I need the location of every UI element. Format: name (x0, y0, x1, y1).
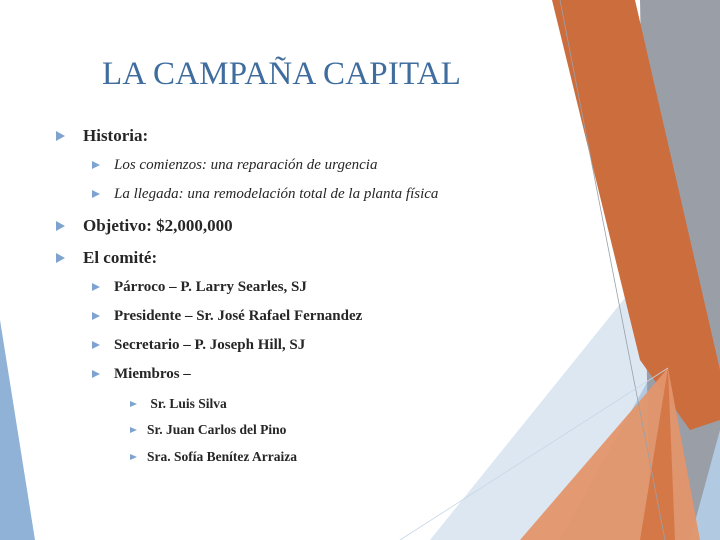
bullet-text: Sra. Sofía Benítez Arraiza (147, 449, 297, 464)
bullet-comienzos (92, 157, 377, 174)
bullet-arrow-icon (130, 401, 137, 407)
slide-title: LA CAMPAÑA CAPITAL (102, 56, 462, 92)
bullet-historia (56, 126, 148, 146)
bullet-arrow-icon (56, 253, 65, 263)
bullet-delpino (130, 422, 286, 438)
bullet-text: Los comienzos: una reparación de urgencia (114, 157, 378, 173)
bullet-text: Miembros – (114, 366, 191, 382)
bullet-comite (56, 248, 157, 268)
bullet-presidente (92, 308, 362, 325)
bullet-arrow-icon (92, 283, 100, 291)
bullet-llegada (92, 186, 438, 203)
bullet-text: La llegada: una remodelación total de la planta física (114, 186, 439, 202)
bullet-text: Secretario – P. Joseph Hill, SJ (114, 337, 306, 353)
bullet-text: El comité: (83, 248, 158, 267)
bullet-arrow-icon (56, 221, 65, 231)
bullet-text: Párroco – P. Larry Searles, SJ (114, 279, 307, 295)
bullet-arrow-icon (130, 454, 137, 460)
bullet-arrow-icon (92, 312, 100, 320)
bullet-benitez (130, 449, 297, 465)
bullet-arrow-icon (56, 131, 65, 141)
bullet-text: Presidente – Sr. José Rafael Fernandez (114, 308, 363, 324)
bullet-arrow-icon (92, 190, 100, 198)
bullet-arrow-icon (130, 427, 137, 433)
bullet-text: Sr. Luis Silva (147, 396, 227, 411)
bullet-silva (130, 396, 227, 412)
bullet-text: Historia: (83, 126, 149, 145)
bullet-text: Sr. Juan Carlos del Pino (147, 422, 287, 437)
bullet-objetivo (56, 216, 233, 236)
bullet-arrow-icon (92, 370, 100, 378)
bullet-miembros (92, 366, 191, 383)
bullet-parroco (92, 279, 307, 296)
bullet-secretario (92, 337, 305, 354)
bullet-arrow-icon (92, 341, 100, 349)
bullet-arrow-icon (92, 161, 100, 169)
bullet-text: Objetivo: $2,000,000 (83, 216, 233, 235)
